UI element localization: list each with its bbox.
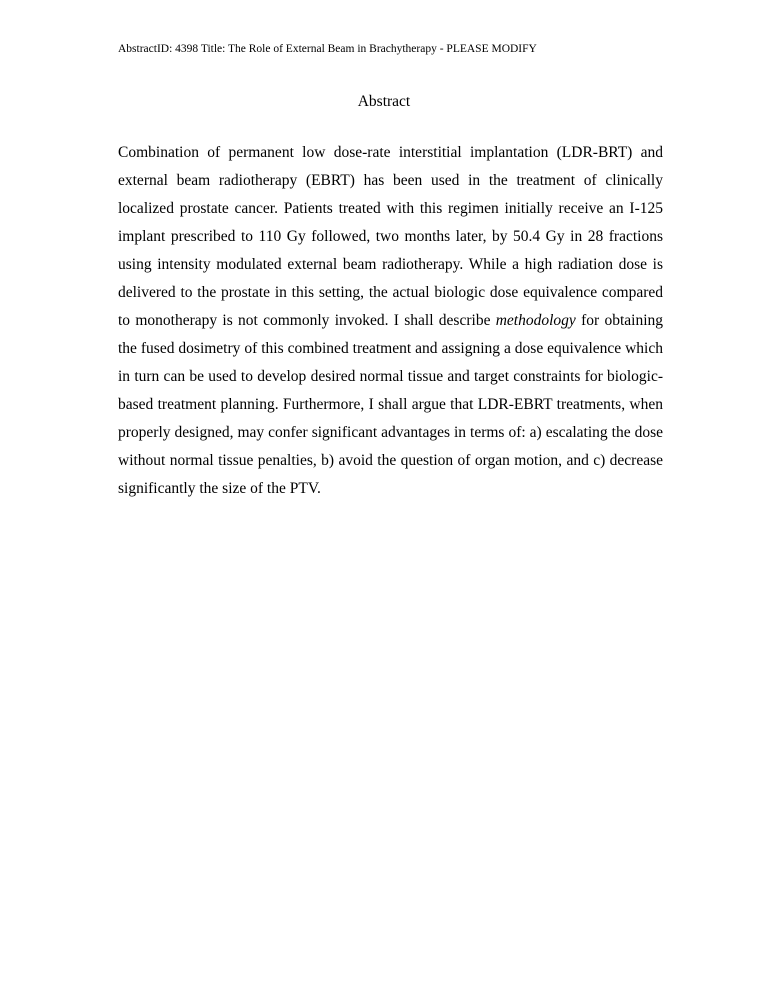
abstract-paragraph [118,139,663,503]
abstract-text-part2: for obtaining the fused dosimetry of this combined treatment and assigning a dose equivalence which in turn can be used to develop desired normal tissue and target constraints for biologic-based treatment planning. Furthermore, I shall argue that LDR-EBRT treatments, when properly designed, may confer significant advantages in terms of: a) escalating the dose without normal tissue penalties, b) avoid the question of organ motion, and c) decrease significantly the size of the PTV. [118,312,664,497]
abstract-text-part1: Combination of permanent low dose-rate interstitial implantation (LDR-BRT) and external beam radiotherapy (EBRT) has been used in the treatment of clinically localized prostate cancer. Patients treated with this regimen initially receive an I-125 implant prescribed to 110 Gy followed, two months later, by 50.4 Gy in 28 fractions using intensity modulated external beam radiotherapy. While a high radiation dose is delivered to the prostate in this setting, the actual biologic dose equivalence compared to monotherapy is not commonly invoked. I shall describe [118,144,663,329]
abstract-body [118,139,663,503]
abstract-emphasis: methodology [495,312,576,329]
page-header: AbstractID: 4398 Title: The Role of External Beam in Brachytherapy - PLEASE MODIFY [118,43,537,55]
section-heading: Abstract [357,93,411,110]
